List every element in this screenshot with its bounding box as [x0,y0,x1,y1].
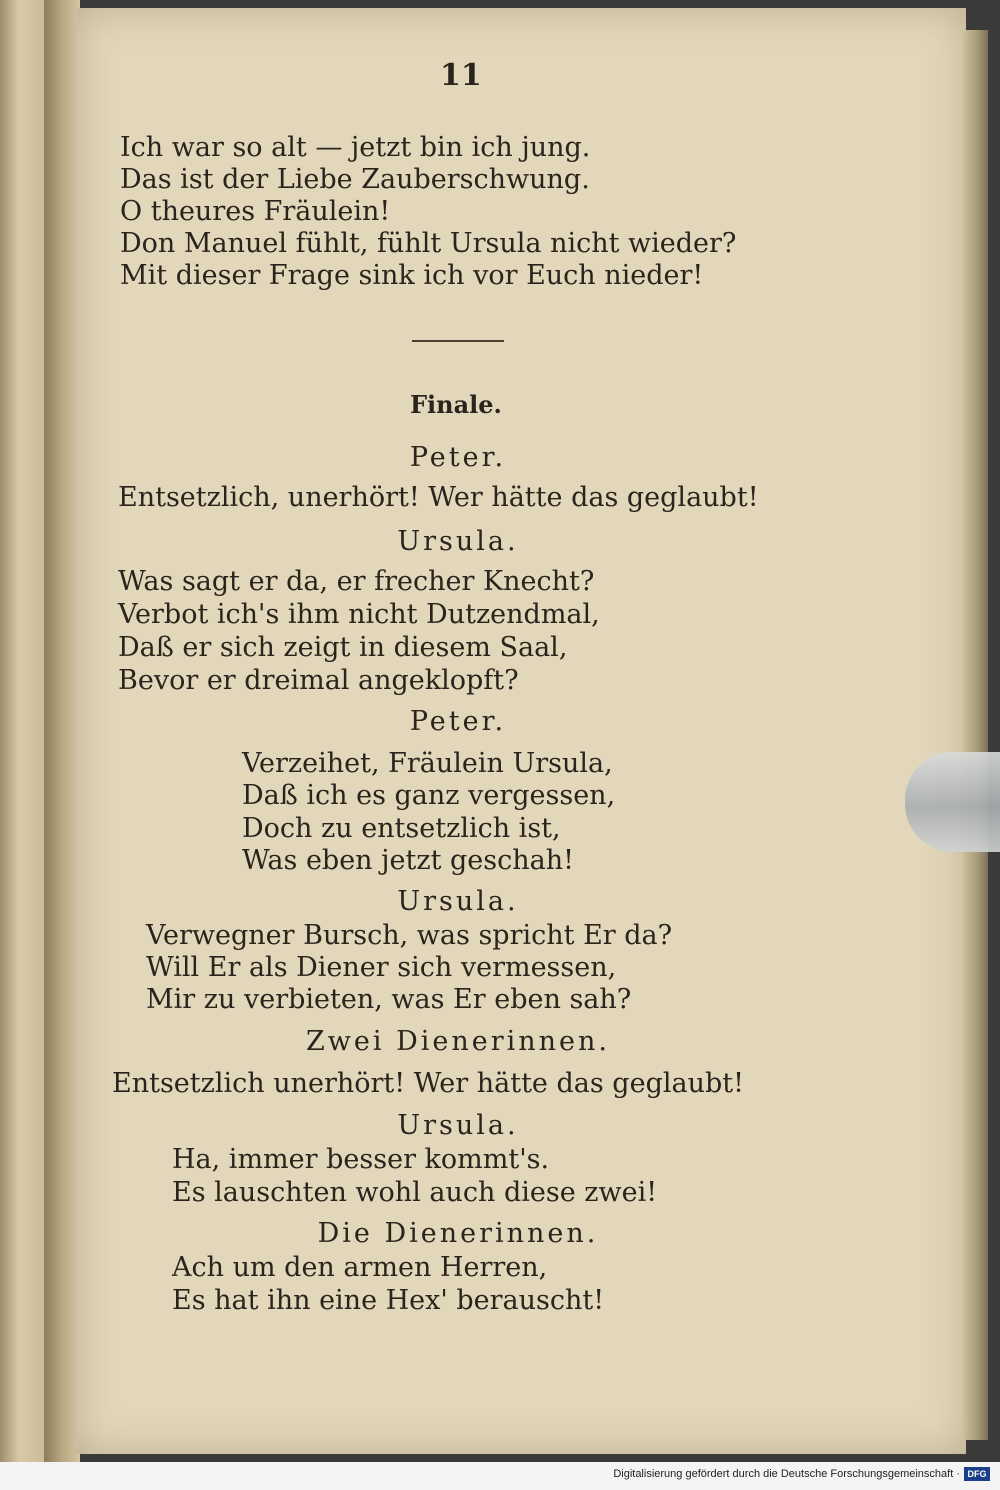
dfg-logo: DFG [964,1467,990,1481]
footer-bar [0,1462,1000,1490]
verse-line: Bevor er dreimal angeklopft? [118,665,519,696]
verse-line: Entsetzlich, unerhört! Wer hätte das geglaubt! [118,482,759,513]
speaker-name: Die Dienerinnen. [317,1218,599,1249]
verse-line: Verbot ich's ihm nicht Dutzendmal, [118,599,600,630]
verse-line: Entsetzlich unerhört! Wer hätte das geglaubt! [112,1068,744,1099]
speaker-name: Ursula. [397,526,519,557]
speaker-name: Ursula. [397,886,519,917]
verse-line: Es hat ihn eine Hex' berauscht! [172,1285,605,1316]
intro-line: Don Manuel fühlt, fühlt Ursula nicht wieder? [120,228,737,259]
intro-line: O theures Fräulein! [120,196,391,227]
verse-line: Doch zu entsetzlich ist, [242,813,561,844]
verse-line: Mir zu verbieten, was Er eben sah? [146,984,632,1015]
page-number: 11 [440,58,482,93]
finale-heading: Finale. [410,390,502,419]
verse-line: Ha, immer besser kommt's. [172,1144,550,1175]
speaker-name: Ursula. [397,1110,519,1141]
verse-line: Was eben jetzt geschah! [242,845,574,876]
verse-line: Daß ich es ganz vergessen, [242,780,616,811]
speaker-name: Peter. [409,706,507,737]
intro-line: Mit dieser Frage sink ich vor Euch nieder! [120,260,704,291]
verse-line: Verwegner Bursch, was spricht Er da? [146,920,673,951]
verse-line: Verzeihet, Fräulein Ursula, [242,748,613,779]
funding-credit: Digitalisierung gefördert durch die Deutsche Forschungsgemeinschaft · [613,1468,960,1480]
verse-line: Es lauschten wohl auch diese zwei! [172,1177,658,1208]
speaker-name: Zwei Dienerinnen. [306,1026,610,1057]
verse-line: Was sagt er da, er frecher Knecht? [118,566,595,597]
section-divider [412,340,504,342]
verse-line: Will Er als Diener sich vermessen, [146,952,617,983]
verse-line: Ach um den armen Herren, [172,1252,548,1283]
intro-line: Ich war so alt — jetzt bin ich jung. [120,132,591,163]
intro-line: Das ist der Liebe Zauberschwung. [120,164,590,195]
speaker-name: Peter. [409,442,507,473]
verse-line: Daß er sich zeigt in diesem Saal, [118,632,568,663]
